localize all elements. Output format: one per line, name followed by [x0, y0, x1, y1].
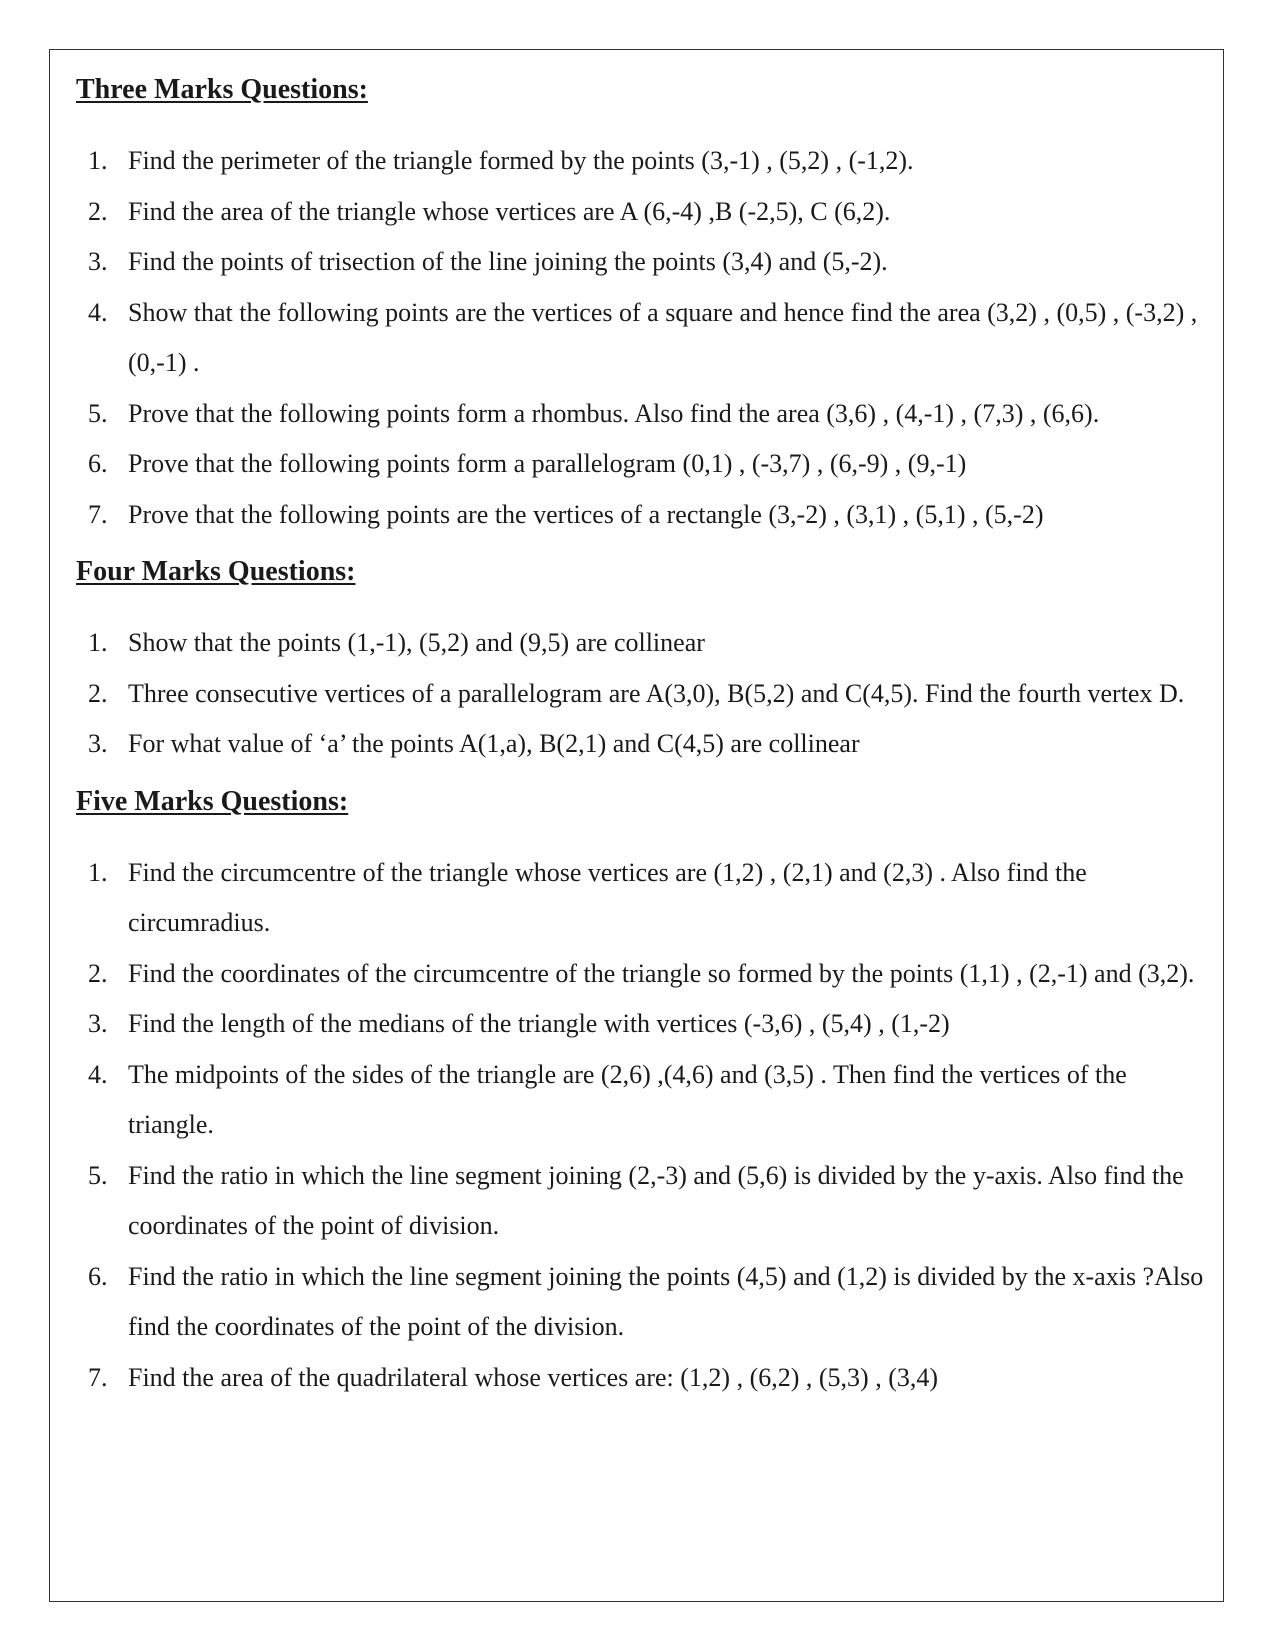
question-text: Prove that the following points form a rhombus. Also find the area (3,6) , (4,-1) , (7,3) , (6,6).: [128, 398, 1100, 428]
question-text: Find the perimeter of the triangle formed by the points (3,-1) , (5,2) , (-1,2).: [128, 146, 914, 175]
section-four-marks: [76, 552, 1206, 770]
question-number: 1.: [88, 146, 108, 175]
question-text: Find the ratio in which the line segment joining (2,-3) and (5,6) is divided by the y-axis. Also find the coordinates of the point of division.: [128, 1160, 1184, 1240]
section-five-marks: [76, 782, 1206, 1404]
question-item: [76, 187, 1206, 238]
section-heading: Four Marks Questions:: [76, 556, 356, 587]
question-text: Find the ratio in which the line segment joining the points (4,5) and (1,2) is divided by the x-axis ?Also find the coordinates of the point of the division.: [128, 1261, 1204, 1341]
section-heading: Five Marks Questions:: [76, 785, 349, 817]
question-number: 3.: [88, 1009, 108, 1038]
question-item: [76, 848, 1206, 949]
question-item: [76, 1151, 1206, 1252]
question-number: 3.: [88, 247, 108, 276]
question-number: 6.: [88, 1261, 108, 1291]
question-number: 2.: [88, 196, 108, 226]
question-item: [76, 1353, 1206, 1404]
question-number: 4.: [88, 297, 108, 327]
question-number: 1.: [88, 628, 108, 657]
question-item: [76, 237, 1206, 288]
question-list: [76, 136, 1206, 540]
question-text: Show that the following points are the vertices of a square and hence find the area (3,2) , (0,5) , (-3,2) , (0,-1) .: [128, 297, 1198, 377]
question-number: 1.: [88, 857, 108, 887]
question-text: Three consecutive vertices of a parallelogram are A(3,0), B(5,2) and C(4,5). Find the fourth vertex D.: [128, 678, 1185, 708]
question-item: [76, 490, 1206, 541]
section-heading: Three Marks Questions:: [76, 74, 368, 105]
question-list: [76, 618, 1206, 770]
question-list: [76, 848, 1206, 1404]
question-text: Show that the points (1,-1), (5,2) and (9,5) are collinear: [128, 628, 705, 657]
question-text: Find the area of the triangle whose vertices are A (6,-4) ,B (-2,5), C (6,2).: [128, 196, 891, 226]
question-text: Prove that the following points are the vertices of a rectangle (3,-2) , (3,1) , (5,1) , (5,-2): [128, 499, 1044, 529]
question-number: 2.: [88, 678, 108, 708]
question-item: [76, 719, 1206, 770]
question-text: Find the points of trisection of the line joining the points (3,4) and (5,-2).: [128, 247, 888, 276]
question-item: [76, 669, 1206, 720]
question-item: [76, 1050, 1206, 1151]
question-item: [76, 999, 1206, 1050]
question-number: 2.: [88, 958, 108, 988]
question-item: [76, 1252, 1206, 1353]
question-number: 7.: [88, 1362, 108, 1392]
question-item: [76, 136, 1206, 187]
question-sheet: [76, 70, 1206, 1403]
question-text: Find the area of the quadrilateral whose vertices are: (1,2) , (6,2) , (5,3) , (3,4): [128, 1362, 939, 1392]
question-item: [76, 439, 1206, 490]
question-text: The midpoints of the sides of the triangle are (2,6) ,(4,6) and (3,5) . Then find the vertices of the triangle.: [128, 1059, 1127, 1139]
question-number: 6.: [88, 449, 108, 478]
question-item: [76, 389, 1206, 440]
question-text: Find the coordinates of the circumcentre of the triangle so formed by the points (1,1) , (2,-1) and (3,2).: [128, 958, 1195, 988]
question-item: [76, 288, 1206, 389]
question-number: 4.: [88, 1059, 108, 1089]
question-text: Prove that the following points form a parallelogram (0,1) , (-3,7) , (6,-9) , (9,-1): [128, 449, 967, 478]
question-text: Find the length of the medians of the triangle with vertices (-3,6) , (5,4) , (1,-2): [128, 1009, 950, 1038]
question-number: 7.: [88, 499, 108, 529]
question-number: 3.: [88, 729, 108, 758]
question-text: For what value of ‘a’ the points A(1,a), B(2,1) and C(4,5) are collinear: [128, 729, 860, 758]
question-item: [76, 618, 1206, 669]
section-three-marks: [76, 70, 1206, 540]
question-number: 5.: [88, 398, 108, 428]
question-item: [76, 949, 1206, 1000]
question-text: Find the circumcentre of the triangle whose vertices are (1,2) , (2,1) and (2,3) . Also find the circumradius.: [128, 857, 1087, 937]
question-number: 5.: [88, 1160, 108, 1190]
